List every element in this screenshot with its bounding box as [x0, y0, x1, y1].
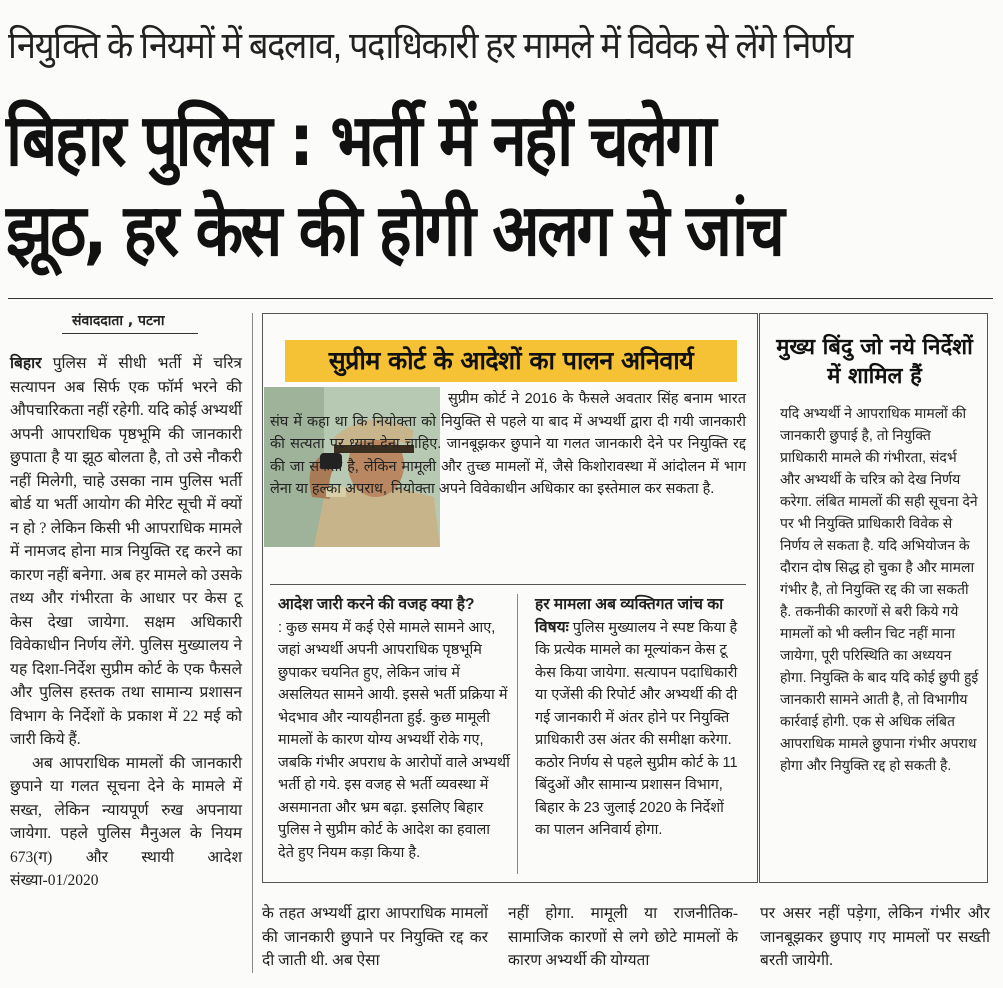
lead-word: बिहार	[10, 355, 42, 372]
box-divider	[270, 584, 746, 585]
box-col-divider	[517, 594, 518, 874]
col1-heading: आदेश जारी करने की वजह क्या है?	[278, 596, 475, 613]
sidebar-text: यदि अभ्यर्थी ने आपराधिक मामलों की जानकारी छुपाई है, तो नियुक्ति प्राधिकारी मामले की गंभीरता, संदर्भ और अभ्यर्थी के चरित्र को देख निर्णय करेगा. लंबित मामलों की सही सूचना देने पर भी नियुक्ति प्राधिकारी विवेक से निर्णय ले सकता है. यदि अभियोजन के दौरान दोष सिद्ध हो चुका है और मामला गंभीर है, तो नियुक्ति रद्द की जा सकती है. तकनीकी कारणों से बरी किये गये मामलों को भी क्लीन चिट नहीं माना जायेगा, पूरी परिस्थिति का अध्ययन होगा. नियुक्ति के बाद यदि कोई छुपी हुई जानकारी सामने आती है, तो विभागीय कार्रवाई होगी. एक से अधिक लंबित आपराधिक मामले छुपाना गंभीर अपराध होगा और नियुक्ति रद्द हो सकती है.	[780, 405, 979, 773]
box-intro: सुप्रीम कोर्ट ने 2016 के फैसले अवतार सिंह बनाम भारत संघ में कहा था कि नियोक्ता को नियुक्ति से पहले या बाद में अभ्यर्थी द्वारा दी गयी जानकारी की सत्यता पर ध्यान देना चाहिए. जानबूझकर छुपाने या गलत जानकारी देने पर नियुक्ति रद्द की जा सकती है, लेकिन मामूली और तुच्छ मामलों में, जैसे किशोरावस्था में आंदोलन में भाग लेना या हल्का अपराध, नियोक्ता अपने विवेकाधीन अधिकार का इस्तेमाल कर सकता है.	[270, 391, 746, 497]
col1-text: : कुछ समय में कई ऐसे मामले सामने आए, जहां अभ्यर्थी अपनी आपराधिक पृष्ठभूमि छुपाकर चयनित हुए, लेकिन जांच में असलियत सामने आयी. इससे भर्ती प्रक्रिया में भेदभाव और न्यायहीनता हुई. कुछ मामूली मामलों के कारण योग्य अभ्यर्थी रोके गए, जबकि गंभीर अपराध के आरोपों वाले अभ्यर्थी भर्ती हो गये. इस वजह से भर्ती व्यवस्था में असमानता और भ्रम बढ़ा. इसलिए बिहार पुलिस ने सुप्रीम कोर्ट के आदेश का हवाला देते हुए नियम कड़ा किया है.	[278, 619, 510, 861]
column-divider	[252, 313, 253, 973]
bottom-col-2: नहीं होगा. मामूली या राजनीतिक-सामाजिक कारणों से लगे छोटे मामलों के कारण अभ्यर्थी की योग्यता	[508, 905, 738, 969]
headline-line-2: झूठ, हर केस की होगी अलग से जांच	[6, 188, 783, 272]
left-para-1: पुलिस में सीधी भर्ती में चरित्र सत्यापन अब सिर्फ एक फॉर्म भरने की औपचारिकता नहीं रहेगी. यदि कोई अभ्यर्थी अपनी आपराधिक पृष्ठभूमि की जानकारी छुपाता है या झूठ बोलता है, तो उसे नौकरी नहीं मिलेगी, चाहे उसका नाम पुलिस भर्ती बोर्ड या भर्ती आयोग की मेरिट सूची में क्यों न हो ? लेकिन किसी भी आपराधिक मामले में नामजद होना मात्र नियुक्ति रद्द करने का कारण नहीं बनेगा. अब हर मामले को उसके तथ्य और गंभीरता के आधार पर केस टू केस देखा जायेगा. सक्षम अधिकारी विवेकाधीन निर्णय लेंगे. पुलिस मुख्यालय ने यह दिशा-निर्देश सुप्रीम कोर्ट के एक फैसले और पुलिस हस्तक तथा सामान्य प्रशासन विभाग के निर्देशों के प्रकाश में 22 मई को जारी किये हैं.	[10, 355, 242, 748]
byline-underline	[62, 333, 198, 334]
bottom-col-1: के तहत अभ्यर्थी द्वारा आपराधिक मामलों की जानकारी छुपाने पर नियुक्ति रद्द कर दी जाती थी. अब ऐसा	[262, 905, 488, 969]
left-para-2: अब आपराधिक मामलों की जानकारी छुपाने या गलत सूचना देने के मामले में सख्त, लेकिन न्यायपूर्ण रुख अपनाया जायेगा. पहले पुलिस मैनुअल के नियम 673(ग) और स्थायी आदेश संख्या-01/2020	[10, 754, 242, 889]
box-title: सुप्रीम कोर्ट के आदेशों का पालन अनिवार्य	[285, 340, 737, 382]
col2-text: पुलिस मुख्यालय ने स्पष्ट किया है कि प्रत्येक मामले का मूल्यांकन केस टू केस किया जायेगा. सत्यापन पदाधिकारी या एजेंसी की रिपोर्ट और अभ्यर्थी की दी गई जानकारी में अंतर होने पर नियुक्ति प्राधिकारी उस अंतर की समीक्षा करेगा. कठोर निर्णय से पहले सुप्रीम कोर्ट के 11 बिंदुओं और सामान्य प्रशासन विभाग, बिहार के 23 जुलाई 2020 के निर्देशों का पालन अनिवार्य होगा.	[535, 619, 738, 838]
divider	[8, 298, 993, 299]
sidebar-title: मुख्य बिंदु जो नये निर्देशों में शामिल हैं	[776, 335, 973, 389]
left-column	[10, 352, 242, 893]
bottom-col-3: पर असर नहीं पड़ेगा, लेकिन गंभीर और जानबूझकर छुपाए गए मामलों पर सख्ती बरती जायेगी.	[760, 905, 990, 969]
kicker-headline: नियुक्ति के नियमों में बदलाव, पदाधिकारी हर मामले में विवेक से लेंगे निर्णय	[8, 25, 853, 66]
box-col-2	[535, 594, 740, 842]
byline: संवाददाता , पटना	[72, 313, 165, 329]
col2-heading: हर मामला अब व्यक्तिगत जांच का विषयः	[535, 596, 724, 636]
headline-line-1: बिहार पुलिस : भर्ती में नहीं चलेगा	[6, 98, 714, 182]
box-col-1	[278, 594, 510, 864]
